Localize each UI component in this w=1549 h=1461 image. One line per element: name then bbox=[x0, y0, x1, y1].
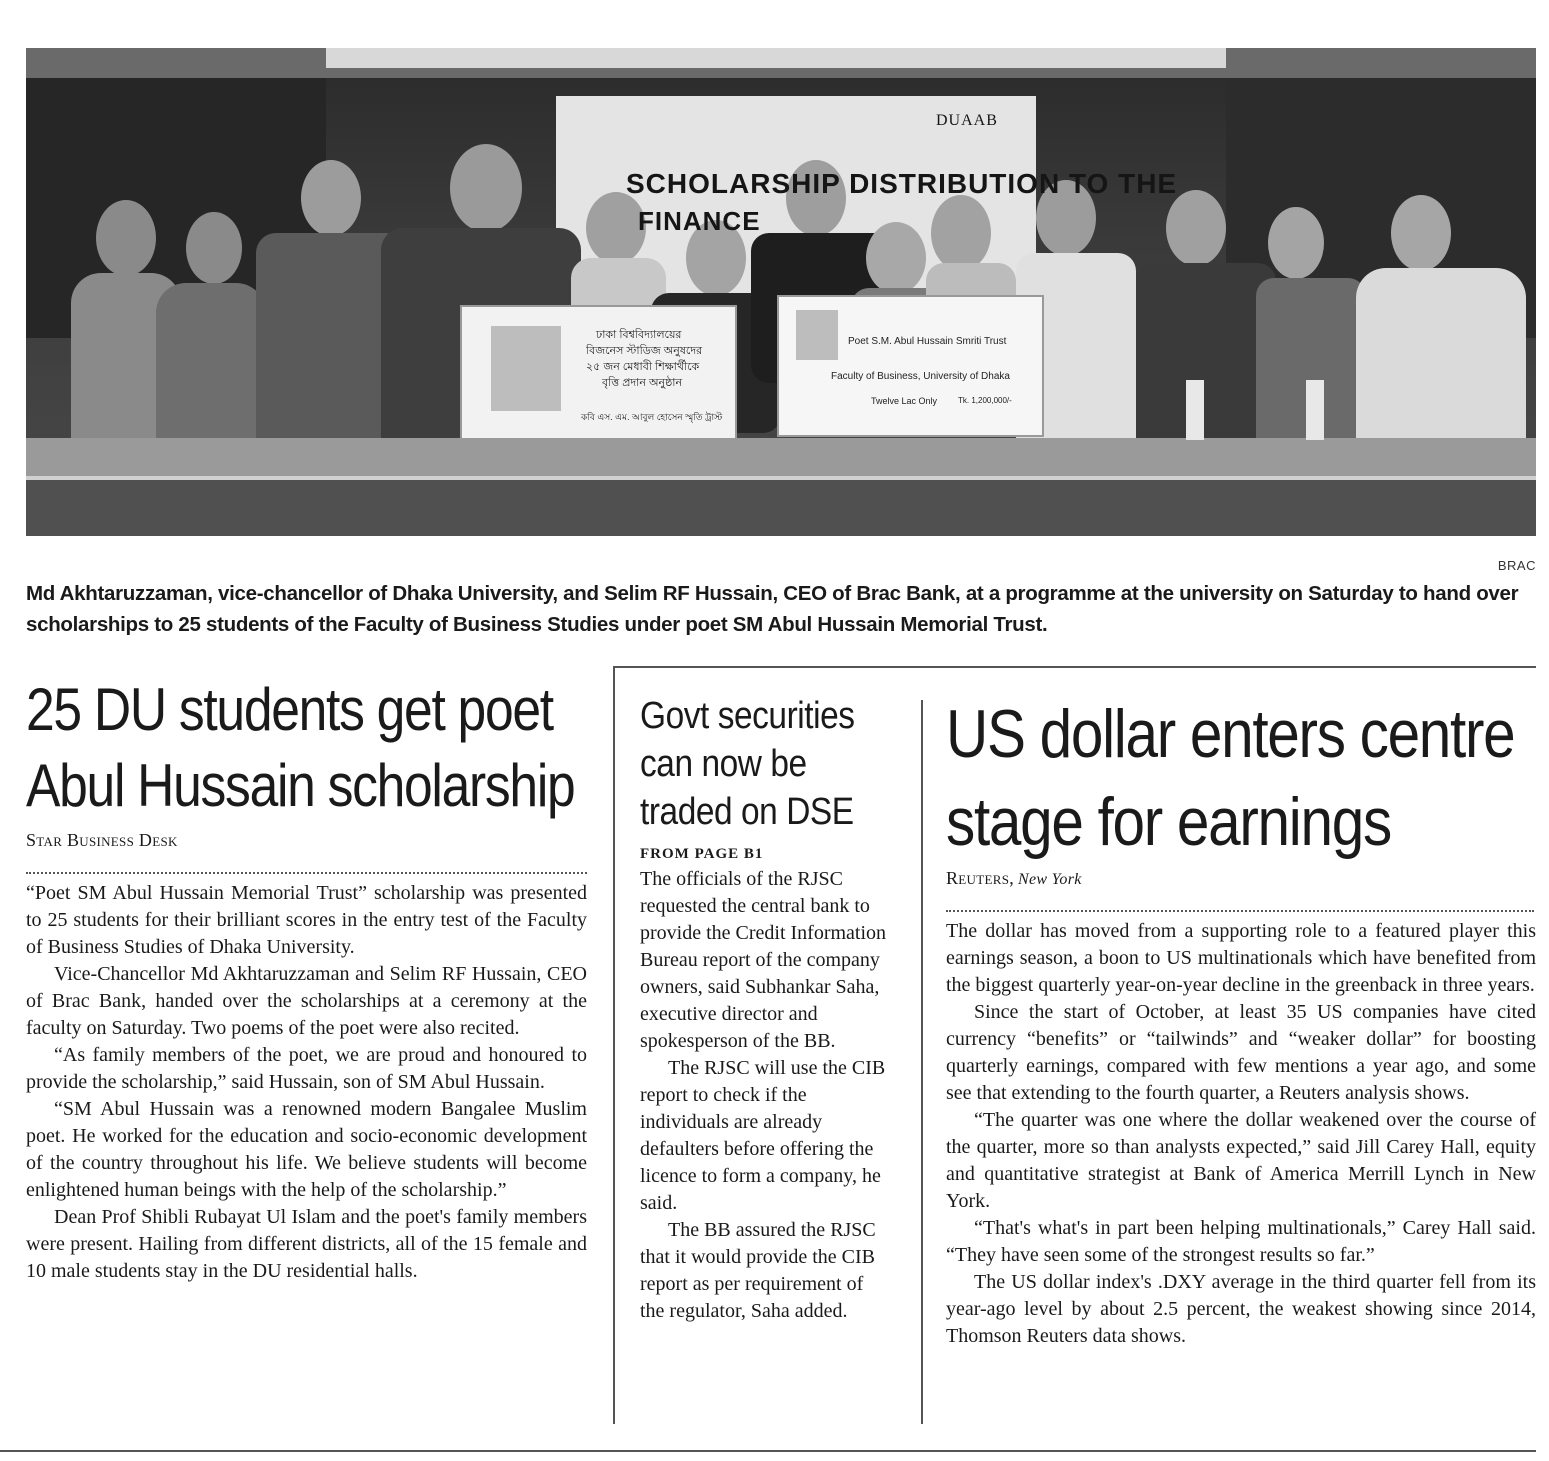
cheque-right-amount: Tk. 1,200,000/- bbox=[958, 396, 1012, 405]
cheque-left-line-2: বিজনেস স্টাডিজ অনুষদের bbox=[586, 345, 703, 357]
article1-paragraph: Vice-Chancellor Md Akhtaruzzaman and Selim RF Hussain, CEO of Brac Bank, handed over the scholarships at a ceremony at the faculty on Saturday. Two poems of the poet were also recited. bbox=[26, 963, 587, 1039]
article3-paragraph: Since the start of October, at least 35 US companies have cited currency “benefits” or “tailwinds” and “weaker dollar” for boosting quarterly earnings, compared with few mentions a year ago, and some see that extending to the fourth quarter, a Reuters analysis shows. bbox=[946, 1001, 1536, 1104]
article1-paragraph: “Poet SM Abul Hussain Memorial Trust” scholarship was presented to 25 students for their brilliant scores in the entry test of the Faculty of Business Studies of Dhaka University. bbox=[26, 882, 587, 958]
article1-headline-line-2: Abul Hussain scholarship bbox=[26, 752, 575, 819]
cheque-left-line-4: বৃত্তি প্রদান অনুষ্ঠান bbox=[602, 377, 683, 389]
article3-headline-line-2: stage for earnings bbox=[946, 784, 1391, 860]
photo-credit: BRAC bbox=[1497, 558, 1536, 573]
article3-headline-line-1: US dollar enters centre bbox=[946, 696, 1515, 772]
article1-byline: Star Business Desk bbox=[26, 830, 178, 850]
article3-paragraph: The US dollar index's .DXY average in the third quarter fell from its year-ago level by about 2.5 percent, the weakest showing since 2014, Thomson Reuters data shows. bbox=[946, 1271, 1536, 1347]
news-photo bbox=[26, 48, 1536, 536]
column-rule-top bbox=[614, 666, 1536, 668]
article1-dotted-rule bbox=[26, 872, 587, 874]
cheque-left-line-1: ঢাকা বিশ্ববিদ্যালয়ের bbox=[596, 329, 682, 341]
cheque-left-line-3: ২৫ জন মেধাবী শিক্ষার্থীকে bbox=[586, 361, 700, 373]
article3-byline bbox=[946, 868, 1082, 889]
article2-paragraph: The BB assured the RJSC that it would provide the CIB report as per requirement of the regulator, Saha added. bbox=[640, 1219, 876, 1322]
article1-paragraph: Dean Prof Shibli Rubayat Ul Islam and the poet's family members were present. Hailing from different districts, all of the 15 female and 10 male students stay in the DU residential halls. bbox=[26, 1206, 587, 1282]
cheque-left-footer: কবি এস. এম. আবুল হোসেন স্মৃতি ট্রাস্ট bbox=[581, 412, 723, 422]
photo-scene bbox=[26, 48, 1536, 536]
page-rule-bottom bbox=[0, 1450, 1536, 1452]
article2-paragraph: The officials of the RJSC requested the central bank to provide the Credit Information Bureau report of the company owners, said Subhankar Saha, executive director and spokesperson of the BB. bbox=[640, 868, 887, 1052]
article3-byline-source: Reuters, bbox=[946, 868, 1015, 888]
article3-byline-location: New York bbox=[1018, 871, 1082, 888]
article1-paragraph: “SM Abul Hussain was a renowned modern Bangalee Muslim poet. He worked for the education and socio-economic development of the country throughout his life. We believe students will become enlightened human beings with the help of the scholarship.” bbox=[26, 1098, 587, 1201]
cheque-right-payer: Poet S.M. Abul Hussain Smriti Trust bbox=[848, 336, 1007, 347]
column-divider-left bbox=[613, 666, 615, 1424]
cheque-right-pay-to: Faculty of Business, University of Dhaka bbox=[831, 371, 1010, 382]
article3-body bbox=[946, 918, 1536, 1350]
article2-continuation-label: FROM PAGE B1 bbox=[640, 846, 764, 862]
article3-paragraph: “The quarter was one where the dollar weakened over the course of the quarter, more so than analysts expected,” said Jill Carey Hall, equity and quantitative strategist at Bank of America Merrill Lynch in New York. bbox=[946, 1109, 1536, 1212]
article2-headline-line-3: traded on DSE bbox=[640, 791, 854, 833]
article2-body bbox=[640, 866, 892, 1325]
banner-title-line-2: FINANCE bbox=[638, 206, 761, 236]
banner-logo: DUAAB bbox=[936, 112, 998, 129]
article1-headline bbox=[26, 672, 585, 824]
article2-paragraph: The RJSC will use the CIB report to check if the individuals are already defaulters before offering the licence to form a company, he said. bbox=[640, 1057, 886, 1214]
banner-title-line-1: SCHOLARSHIP DISTRIBUTION TO THE bbox=[626, 168, 1178, 199]
article3-headline bbox=[946, 690, 1548, 866]
article3-paragraph: The dollar has moved from a supporting role to a featured player this earnings season, a boon to US multinationals which have benefited from the biggest quarterly year-on-year decline in the greenback in three years. bbox=[946, 920, 1536, 996]
cheque-right-amount-words: Twelve Lac Only bbox=[871, 396, 938, 406]
article1-paragraph: “As family members of the poet, we are proud and honoured to provide the scholarship,” said Hussain, son of SM Abul Hussain. bbox=[26, 1044, 587, 1093]
article1-body bbox=[26, 880, 587, 1285]
article2-headline-line-1: Govt securities bbox=[640, 695, 855, 737]
article2-headline bbox=[640, 692, 886, 836]
article2-headline-line-2: can now be bbox=[640, 743, 807, 785]
column-divider-right bbox=[921, 700, 923, 1424]
article3-paragraph: “That's what's in part been helping multinationals,” Carey Hall said. “They have seen some of the strongest results so far.” bbox=[946, 1217, 1536, 1266]
article3-dotted-rule bbox=[946, 910, 1534, 912]
article1-headline-line-1: 25 DU students get poet bbox=[26, 676, 553, 743]
photo-caption: Md Akhtaruzzaman, vice-chancellor of Dhaka University, and Selim RF Hussain, CEO of Brac Bank, at a programme at the university on Saturday to hand over scholarships to 25 students of the Faculty of Business Studies under poet SM Abul Hussain Memorial Trust. bbox=[26, 582, 1519, 636]
